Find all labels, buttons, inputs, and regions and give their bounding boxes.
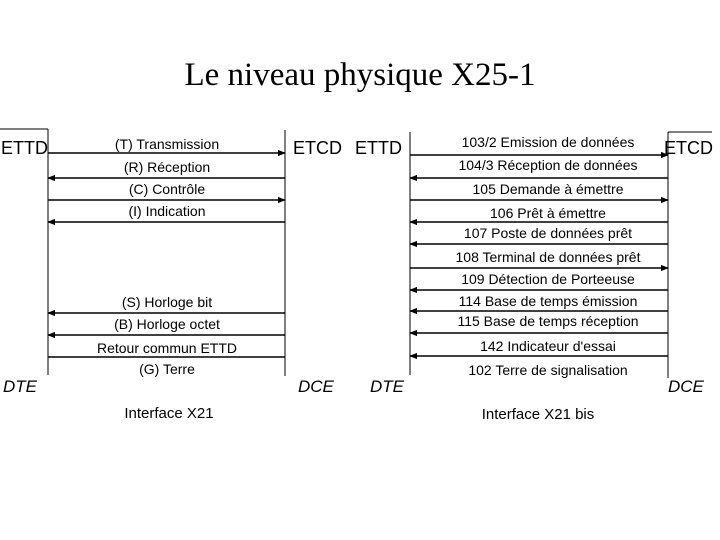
right-interface-caption: Interface X21 bis <box>481 406 595 423</box>
left-signal-label: Retour commun ETTD <box>96 340 238 356</box>
right-signal-group <box>410 134 668 378</box>
right-signal-label: 107 Poste de données prêt <box>463 225 633 241</box>
right-dte-label: DTE <box>370 377 404 396</box>
right-etcd-label: ETCD <box>664 138 713 158</box>
right-signal-label: 102 Terre de signalisation <box>468 362 628 378</box>
left-interface-caption: Interface X21 <box>124 405 214 422</box>
left-dce-label: DCE <box>298 377 334 396</box>
right-signal-label: 142 Indicateur d'essai <box>480 338 616 354</box>
right-signal-label: 115 Base de temps réception <box>457 313 639 329</box>
left-signal-label: (B) Horloge octet <box>114 316 220 332</box>
left-signal-label: (R) Réception <box>123 159 211 175</box>
right-signal-label: 109 Détection de Porteeuse <box>461 271 635 287</box>
right-signal-label: 103/2 Emission de données <box>461 134 635 150</box>
right-ettd-label: ETTD <box>355 138 402 158</box>
page-title: Le niveau physique X25-1 <box>184 57 536 93</box>
right-dce-label: DCE <box>668 377 704 396</box>
left-etcd-label: ETCD <box>293 138 342 158</box>
right-signal-label: 104/3 Réception de données <box>458 157 638 173</box>
left-signal-label: (S) Horloge bit <box>121 294 213 310</box>
left-signal-group <box>48 136 285 377</box>
right-signal-label: 114 Base de temps émission <box>458 293 638 309</box>
left-dte-label: DTE <box>3 377 37 396</box>
right-signal-label: 105 Demande à émettre <box>472 181 624 197</box>
right-signal-label: 108 Terminal de données prêt <box>455 249 641 265</box>
right-signal-label: 106 Prêt à émettre <box>490 205 606 221</box>
left-signal-label: (T) Transmission <box>114 136 220 152</box>
left-signal-label: (C) Contrôle <box>128 181 206 197</box>
left-signal-label: (G) Terre <box>139 361 195 377</box>
left-signal-label: (I) Indication <box>128 203 206 219</box>
left-ettd-label: ETTD <box>1 138 48 158</box>
